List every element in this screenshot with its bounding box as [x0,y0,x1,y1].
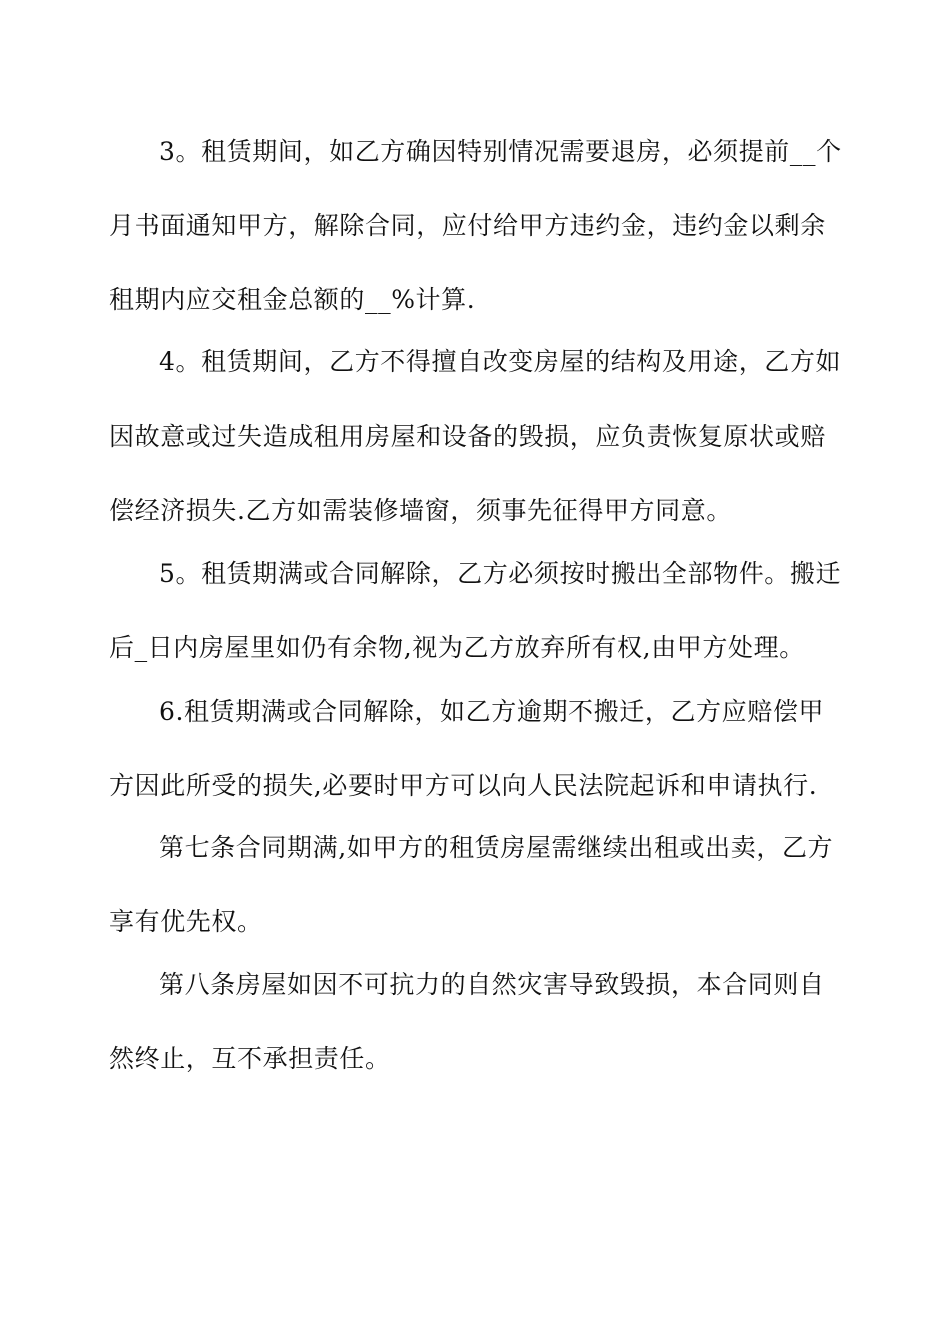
clause-5-line-1: 5。租赁期满或合同解除，乙方必须按时搬出全部物件。搬迁 [159,559,842,588]
article-7-line-2: 享有优先权。 [109,907,263,936]
clause-4-line-2: 因故意或过失造成租用房屋和设备的毁损，应负责恢复原状或赔 [109,422,826,451]
clause-6-line-1: 6.租赁期满或合同解除，如乙方逾期不搬迁，乙方应赔偿甲 [159,697,825,726]
clause-3-line-2: 月书面通知甲方，解除合同，应付给甲方违约金，违约金以剩余 [109,211,826,240]
article-7-line-1: 第七条合同期满,如甲方的租赁房屋需继续出租或出卖，乙方 [159,833,834,862]
clause-4-line-1: 4。租赁期间，乙方不得擅自改变房屋的结构及用途，乙方如 [159,347,842,376]
article-8-line-2: 然终止，互不承担责任。 [109,1044,391,1073]
clause-3-line-3: 租期内应交租金总额的__%计算. [109,285,476,314]
clause-5-line-2: 后_日内房屋里如仍有余物,视为乙方放弃所有权,由甲方处理。 [109,633,805,662]
clause-4-line-3: 偿经济损失.乙方如需装修墙窗，须事先征得甲方同意。 [109,496,732,525]
article-8-line-1: 第八条房屋如因不可抗力的自然灾害导致毁损，本合同则自 [159,970,825,999]
clause-3-line-1: 3。租赁期间，如乙方确因特别情况需要退房，必须提前__个 [159,137,842,166]
clause-6-line-2: 方因此所受的损失,必要时甲方可以向人民法院起诉和申请执行. [109,771,818,800]
